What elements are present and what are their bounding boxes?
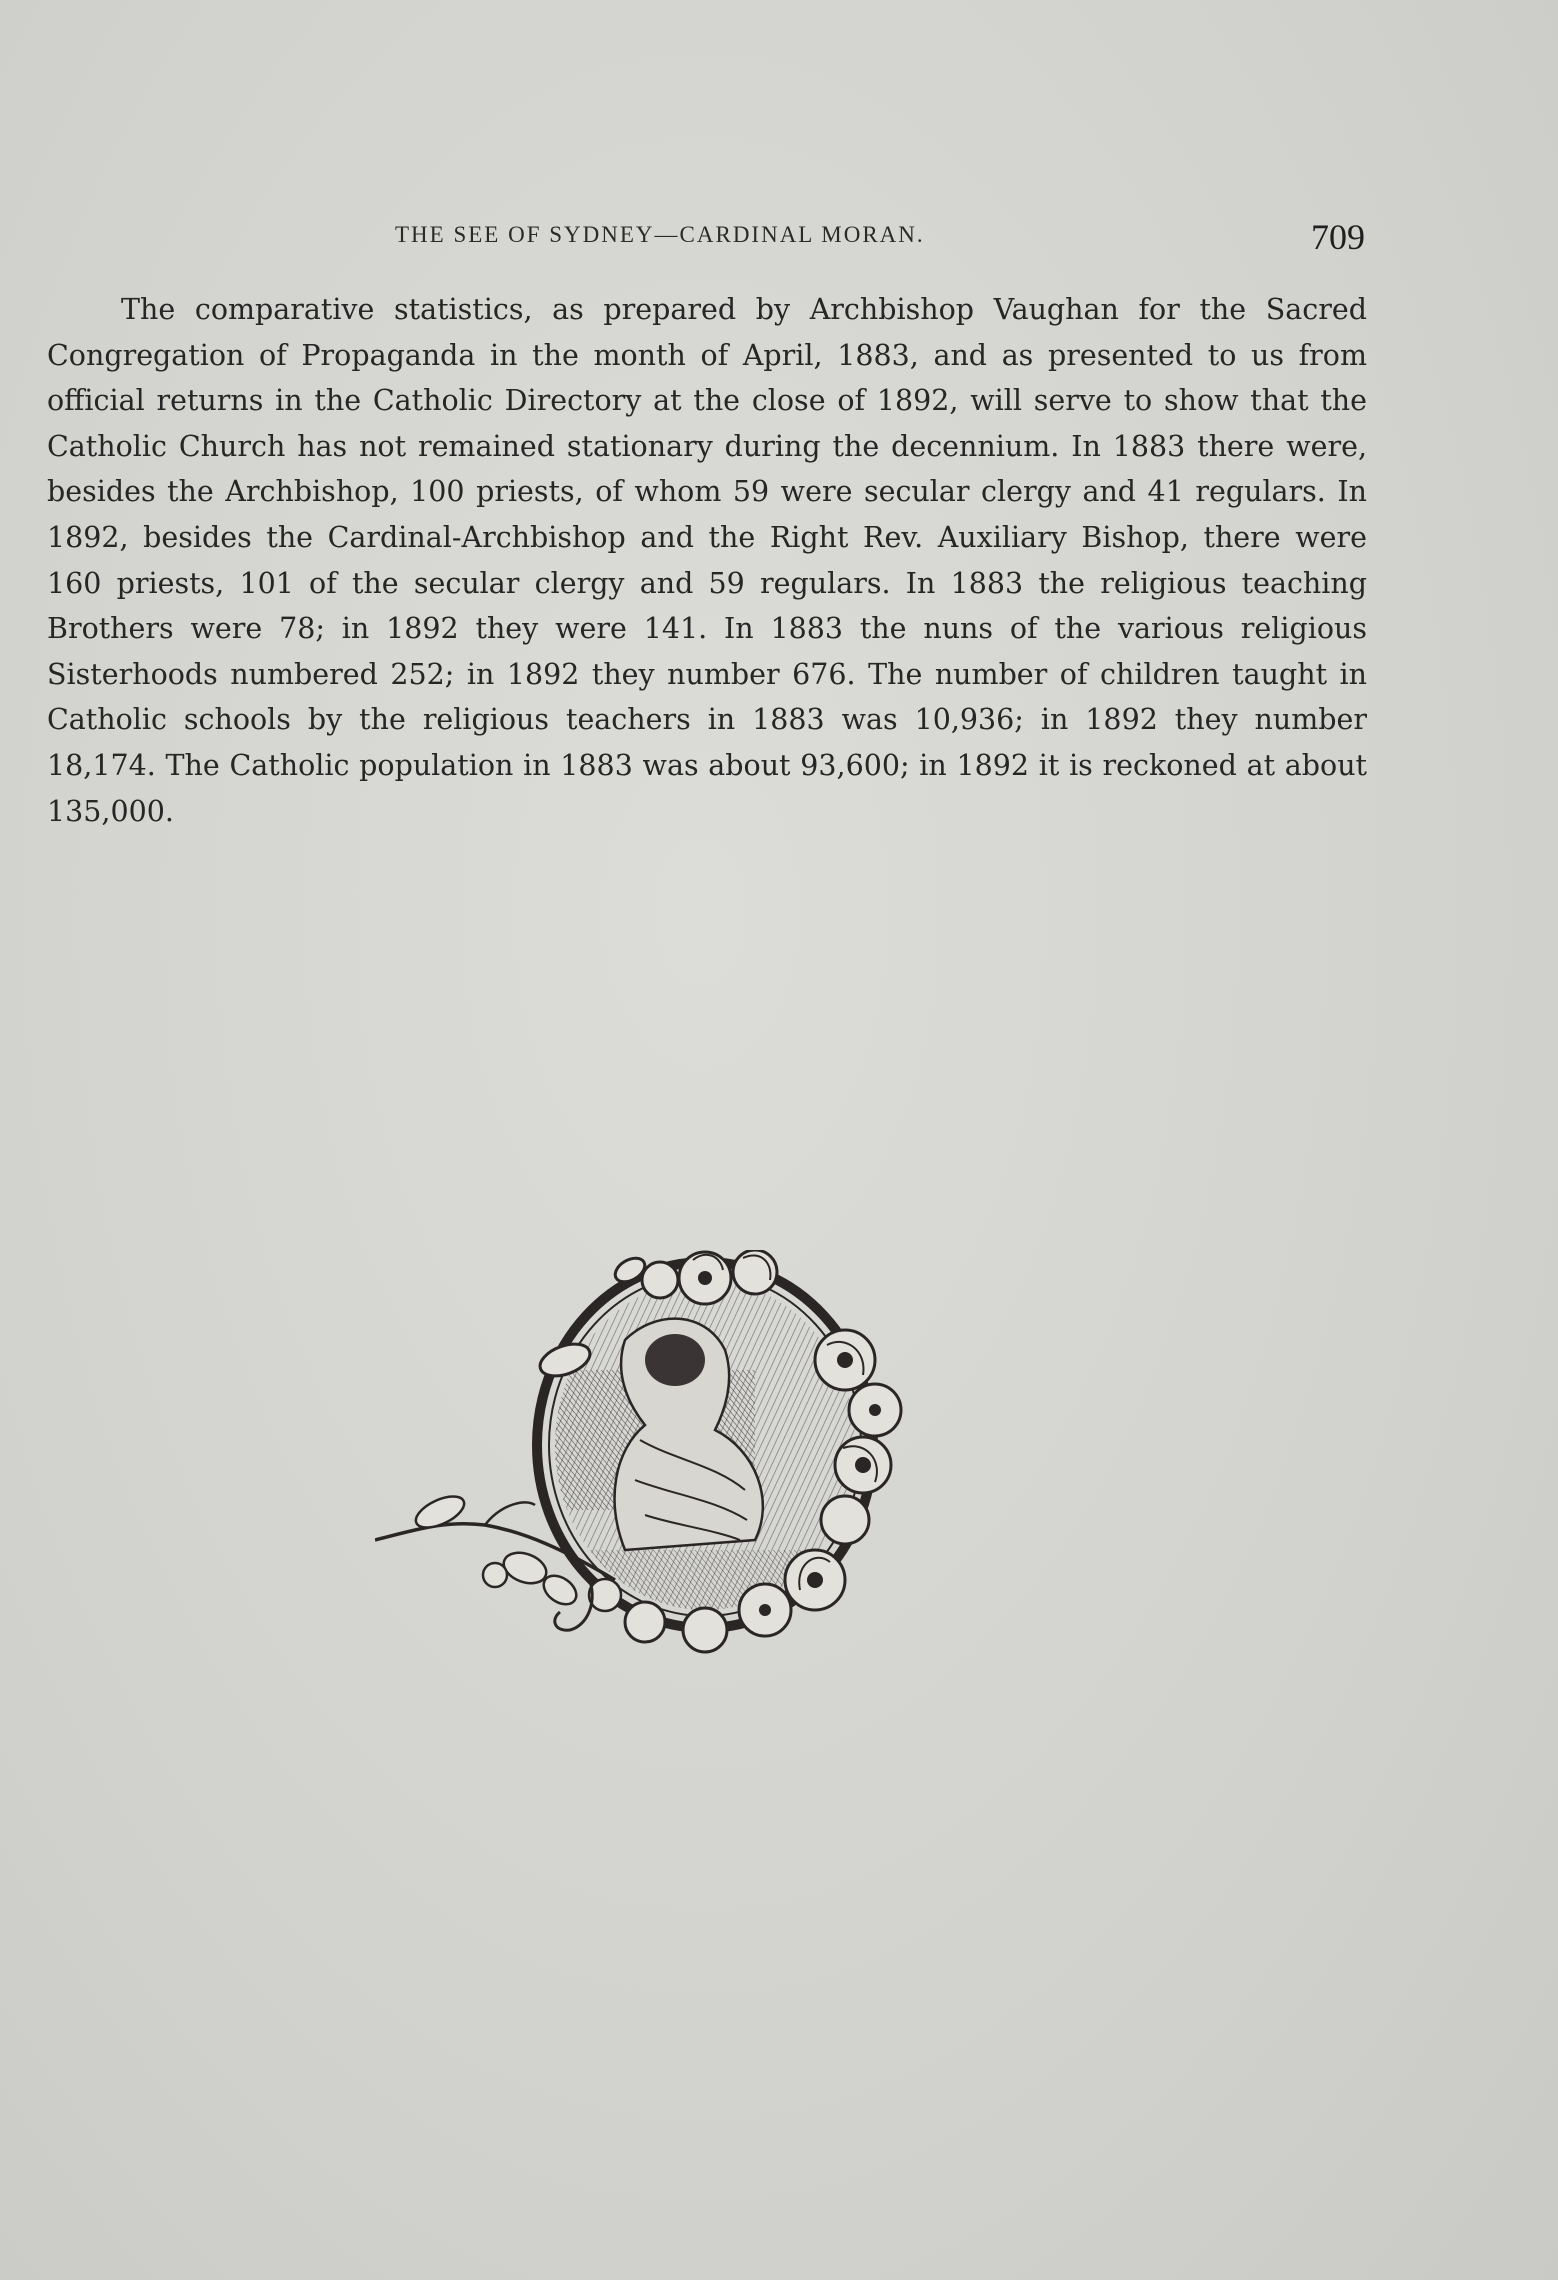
floral-vignette-icon <box>375 1250 995 1670</box>
running-head <box>0 218 1558 258</box>
running-title: THE SEE OF SYDNEY—CARDINAL MORAN. <box>395 222 925 247</box>
body-paragraph: The comparative statistics, as prepared by Archbishop Vaughan for the Sacred Congregation of Propaganda in the month of April, 1883, and as presented to us from official returns in the Catholic Directory at the close of 1892, will serve to show that the Catholic Church has not remained stationary during the decennium. In 1883 there were, besides the Archbishop, 100 priests, of whom 59 were secular clergy and 41 regulars. In 1892, besides the Cardinal-Archbishop and the Right Rev. Auxiliary Bishop, there were 160 priests, 101 of the secular clergy and 59 regulars. In 1883 the religious teaching Brothers were 78; in 1892 they were 141. In 1883 the nuns of the various religious Sisterhoods numbered 252; in 1892 they number 676. The number of children taught in Catholic schools by the religious teachers in 1883 was 10,936; in 1892 they number 18,174. The Catholic population in 1883 was about 93,600; in 1892 it is reckoned at about 135,000. <box>47 293 1367 828</box>
page-number: 709 <box>1311 217 1365 257</box>
